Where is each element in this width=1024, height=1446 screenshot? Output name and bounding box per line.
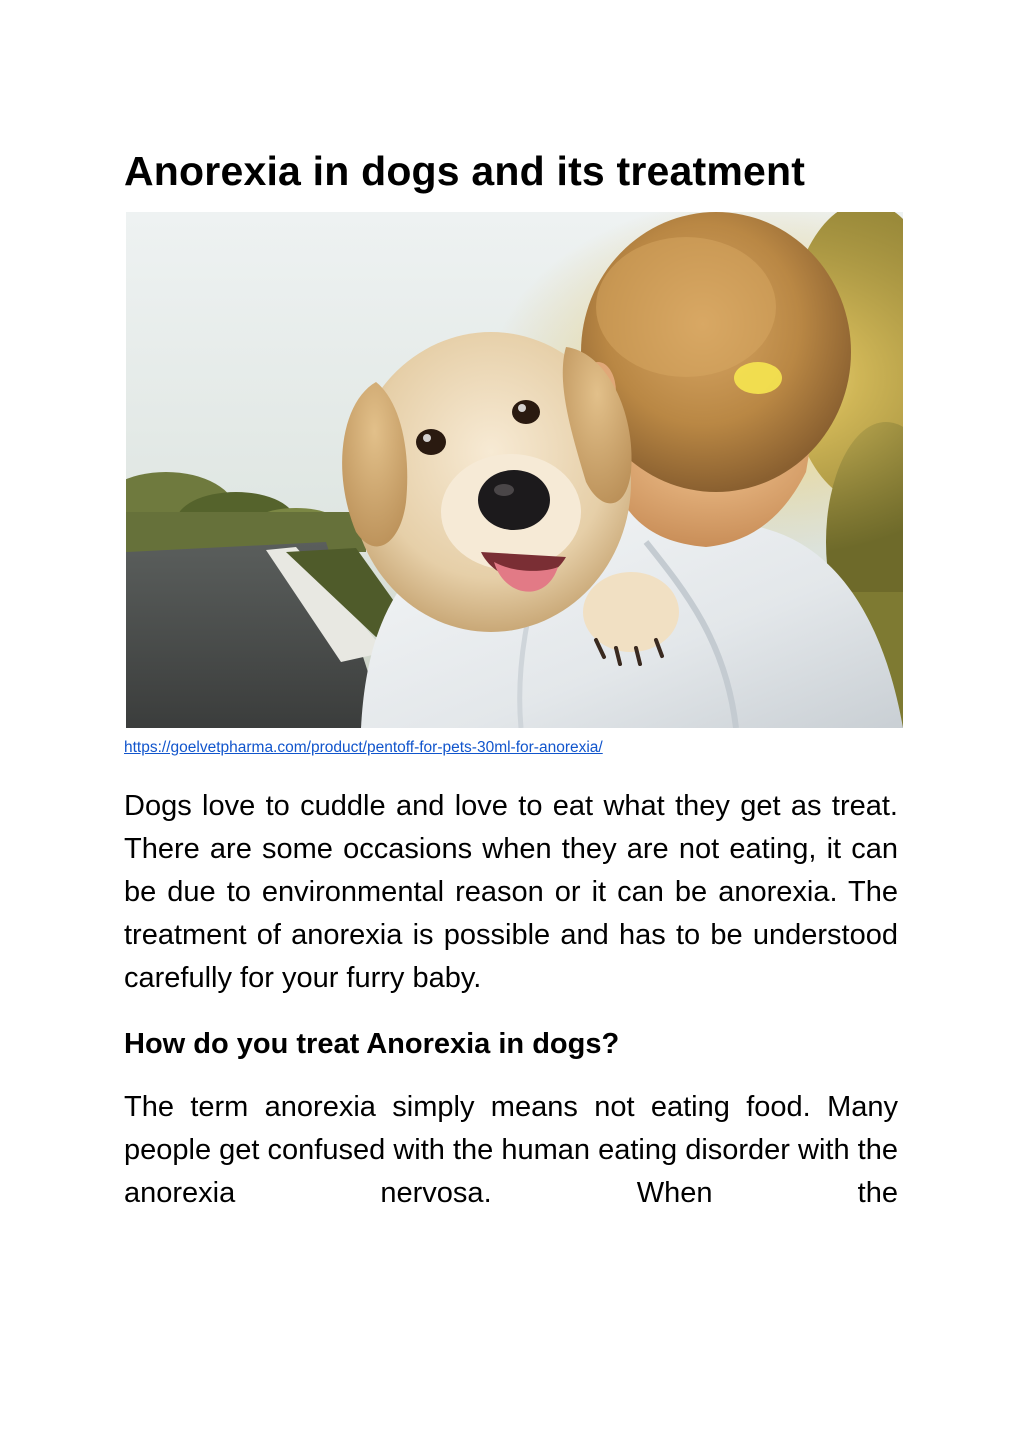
document-title: Anorexia in dogs and its treatment [124,148,806,194]
body-paragraph: The term anorexia simply means not eating food. Many people get confused with the human eating disorder with the anorexia nervosa. When the [124,1091,898,1209]
intro-paragraph: Dogs love to cuddle and love to eat what they get as treat. There are some occasions when they are not eating, it can be due to environmental reason or it can be anorexia. The treatment of anorexia is possible and has to be understood carefully for your furry baby. [124,790,898,994]
document-page [124,140,898,1215]
section-heading: How do you treat Anorexia in dogs? [124,1028,620,1060]
puppy-photo [126,212,903,728]
source-link[interactable]: https://goelvetpharma.com/product/pentoff-for-pets-30ml-for-anorexia/ [124,739,603,756]
